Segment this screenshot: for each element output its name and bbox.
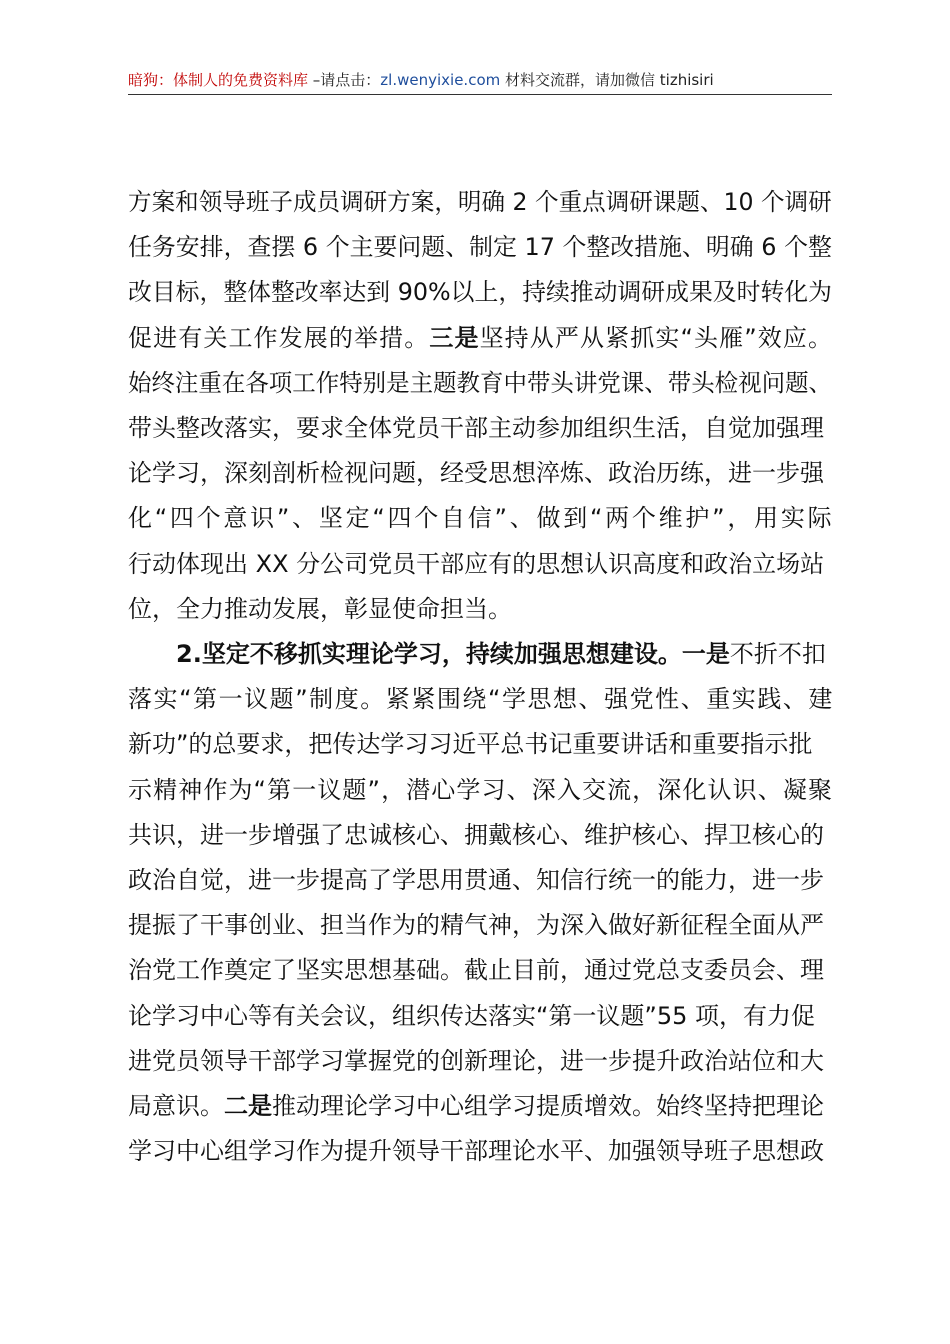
text-segment: 落实“第一议题”制度。紧紧围绕“学思想、强党性、重实践、建 (128, 685, 834, 714)
text-segment: 共识，进一步增强了忠诚核心、拥戴核心、维护核心、捍卫核心的 (128, 820, 824, 849)
header-site-name: 暗狗：体制人的免费资料库 (128, 71, 309, 89)
bold-text-segment: 三是 (429, 323, 480, 352)
text-segment: 治党工作奠定了坚实思想基础。截止目前，通过党总支委员会、理 (128, 956, 824, 985)
text-segment: 始终注重在各项工作特别是主题教育中带头讲党课、带头检视问题、 (128, 368, 833, 397)
text-segment: 新功”的总要求，把传达学习习近平总书记重要讲话和重要指示批 (128, 730, 813, 759)
text-line (128, 813, 824, 857)
text-line (128, 1084, 824, 1128)
text-line (128, 1039, 824, 1083)
page-header (128, 66, 832, 95)
text-line (128, 406, 824, 450)
text-segment: 学习中心组学习作为提升领导干部理论水平、加强领导班子思想政 (128, 1137, 824, 1166)
text-segment: 论学习，深刻剖析检视问题，经受思想淬炼、政治历练，进一步强 (128, 459, 824, 488)
text-line (128, 225, 832, 269)
text-segment: 不折不扣 (729, 640, 826, 668)
header-site-link[interactable]: zl.wenyixie.com (380, 71, 501, 89)
text-line (128, 1129, 824, 1173)
text-segment: 促进有关工作发展的举措。 (128, 323, 430, 352)
text-line (128, 316, 833, 360)
text-segment: 推动理论学习中心组学习提质增效。始终坚持把理论 (272, 1092, 824, 1120)
text-line (128, 722, 812, 766)
text-line (128, 948, 824, 992)
text-line (128, 180, 832, 224)
text-segment: 进党员领导干部学习掌握党的创新理论，进一步提升政治站位和大 (128, 1046, 824, 1075)
text-line (128, 361, 832, 405)
text-segment: 方案和领导班子成员调研方案，明确 2 个重点调研课题、10 个调研 (128, 188, 832, 216)
text-line (128, 542, 824, 586)
text-line (128, 677, 834, 721)
text-line (128, 903, 824, 947)
header-wechat-note: 材料交流群，请加微信 tizhisiri (500, 71, 714, 89)
header-click-prompt: –请点击： (308, 71, 381, 89)
text-segment: 带头整改落实，要求全体党员干部主动参加组织生活，自觉加强理 (128, 414, 824, 442)
text-segment: 示精神作为“第一议题”，潜心学习、深入交流，深化认识、凝聚 (128, 775, 834, 804)
text-line (128, 496, 834, 540)
text-line (176, 632, 826, 676)
text-segment: 局意识。 (128, 1092, 224, 1120)
text-segment: 论学习中心等有关会议，组织传达落实“第一议题”55 项，有力促 (128, 1001, 816, 1030)
text-segment: 坚持从严从紧抓实“头雁”效应。 (479, 323, 834, 352)
bold-text-segment: 2.坚定不移抓实理论学习，持续加强思想建设。一是 (176, 640, 730, 668)
text-segment: 改目标，整体整改率达到 90%以上，持续推动调研成果及时转化为 (128, 278, 832, 307)
text-line (128, 768, 833, 812)
text-segment: 政治自觉，进一步提高了学思用贯通、知信行统一的能力，进一步 (128, 866, 824, 894)
text-segment: 任务安排，查摆 6 个主要问题、制定 17 个整改措施、明确 6 个整 (128, 233, 832, 262)
bold-text-segment: 二是 (224, 1092, 272, 1120)
text-line (128, 994, 815, 1038)
text-line (128, 270, 832, 314)
text-line (128, 587, 512, 631)
text-line (128, 451, 824, 495)
text-segment: 化“四个意识”、坚定“四个自信”、做到“两个维护”，用实际 (128, 504, 835, 533)
text-line (128, 858, 824, 902)
text-segment: 位，全力推动发展，彰显使命担当。 (128, 594, 512, 623)
text-segment: 行动体现出 XX 分公司党员干部应有的思想认识高度和政治立场站 (128, 549, 825, 578)
text-segment: 提振了干事创业、担当作为的精气神，为深入做好新征程全面从严 (128, 911, 824, 940)
